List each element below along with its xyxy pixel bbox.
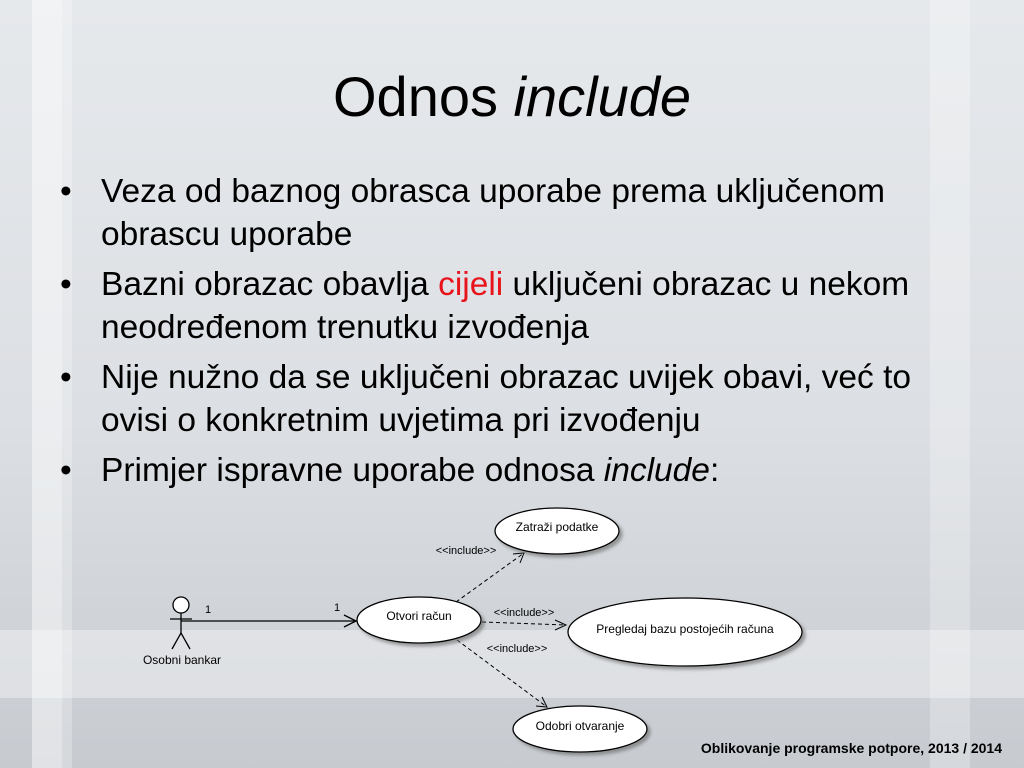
use-case-otvori-racun (357, 597, 481, 643)
bullet-text-after: : (709, 452, 720, 489)
bullet-text: Veza od baznog obrasca uporabe prema uključenom obrascu uporabe (101, 173, 886, 253)
association-line (181, 615, 356, 627)
use-case-odobri-otvaranje (513, 706, 647, 752)
use-case-zatrazi-podatke (495, 508, 619, 554)
bullet-text: Nije nužno da se uključeni obrazac uvijek obavi, već to ovisi o konkretnim uvjetima pri izvođenju (101, 359, 912, 439)
bullet-dot: • (60, 452, 72, 489)
bullet-highlight: cijeli (438, 266, 504, 303)
actor-figure (170, 597, 192, 649)
use-case-label: Odobri otvaranje (535, 719, 625, 733)
bullet-text-before: Primjer ispravne uporabe odnosa (101, 452, 604, 489)
bullet-italic: include (603, 452, 710, 489)
title-main: Odnos (332, 65, 498, 128)
bullet-dot: • (60, 173, 72, 210)
include-label-pregledaj: <<include>> (493, 607, 555, 619)
use-case-label: Zatraži podatke (515, 520, 599, 534)
use-case-pregledaj-bazu (568, 598, 802, 666)
include-arrow-pregledaj (482, 620, 566, 630)
use-case-label: Otvori račun (386, 609, 452, 623)
actor-label: Osobni bankar (142, 653, 222, 667)
bullet-dot: • (60, 266, 72, 303)
include-arrow-zatrazi (456, 553, 524, 602)
bullet-text-after: uključeni obrazac u nekom neodređenom trenutku izvođenja (101, 266, 910, 346)
include-label-odobri: <<include>> (486, 643, 548, 655)
footer-text: Oblikovanje programske potpore, 2013 / 2014 (700, 740, 1002, 756)
multiplicity-usecase: 1 (334, 602, 341, 614)
use-case-label: Pregledaj bazu postojećih računa (596, 622, 774, 636)
include-label-zatrazi: <<include>> (435, 545, 497, 557)
bullet-dot: • (60, 359, 72, 396)
multiplicity-actor: 1 (205, 604, 212, 616)
bullet-text-before: Bazni obrazac obavlja (101, 266, 439, 303)
title-italic: include (513, 65, 692, 128)
